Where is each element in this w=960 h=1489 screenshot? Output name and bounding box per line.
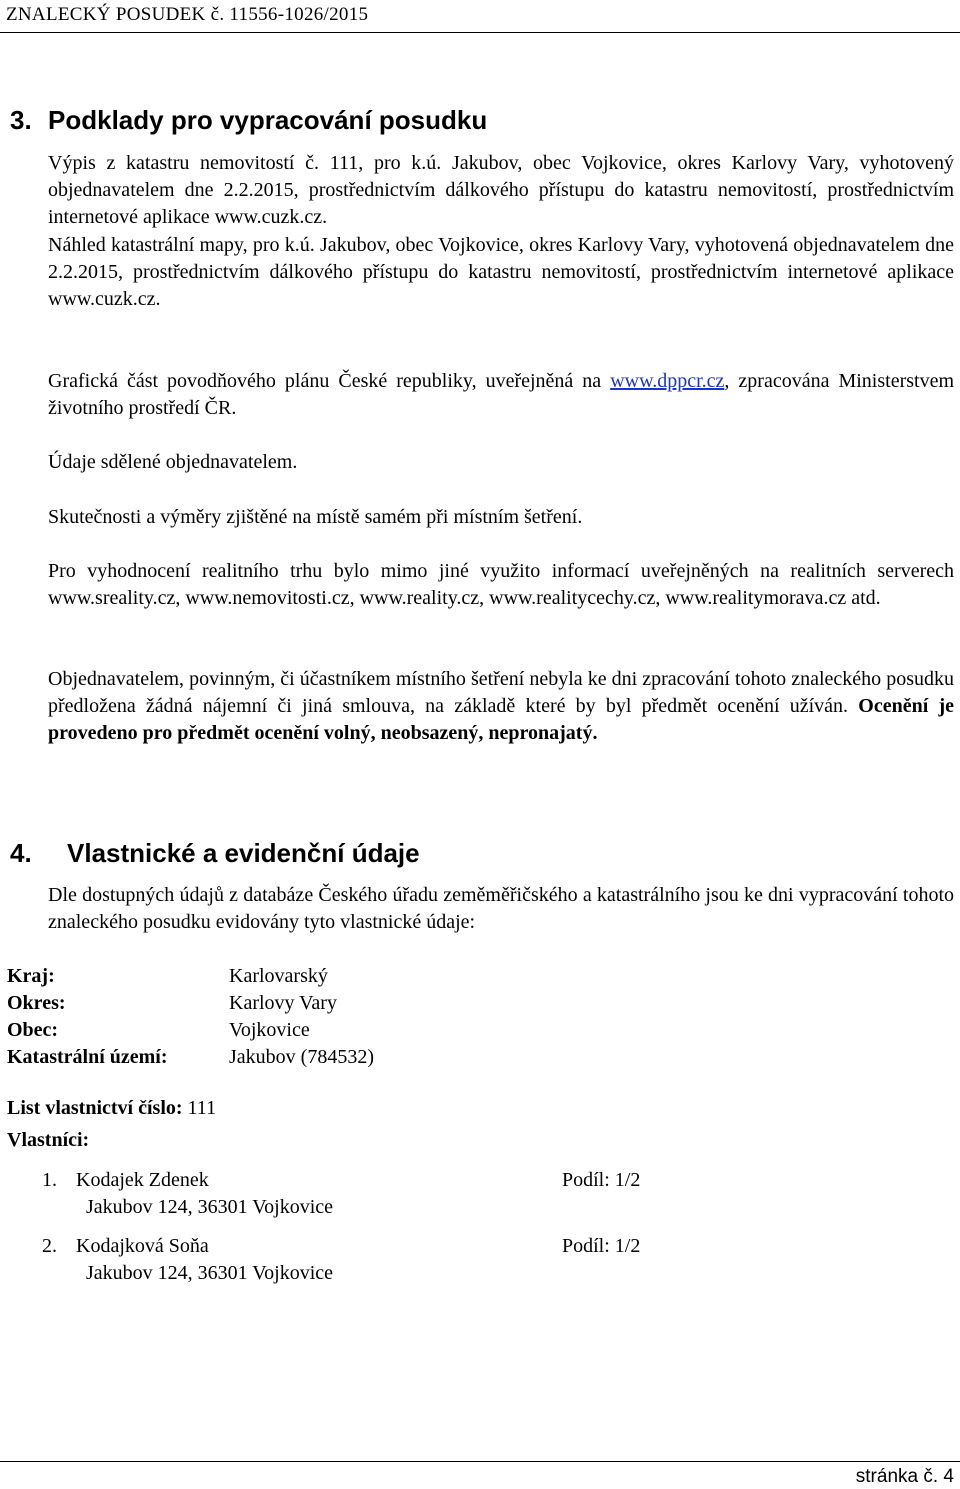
owner-address: Jakubov 124, 36301 Vojkovice: [86, 1196, 334, 1218]
owners-label: [7, 1127, 89, 1154]
source-paragraph-3-text-a: Grafická část povodňového plánu České republiky, uveřejněná na: [48, 370, 611, 392]
section-3-title: Podklady pro vypracování posudku: [48, 105, 488, 135]
source-paragraph-5: Skutečnosti a výměry zjištěné na místě samém při místním šetření.: [48, 506, 583, 528]
source-paragraph-3: [48, 368, 954, 422]
header-divider: [0, 32, 960, 33]
footer-divider: [0, 1461, 960, 1462]
page-number: stránka č. 4: [855, 1466, 954, 1487]
owner-name: Kodajková Soňa: [76, 1235, 209, 1257]
owner-share: Podíl: 1/2: [562, 1235, 641, 1257]
info-row-okres: [7, 990, 374, 1017]
valuation-statement: Ocenění je provedeno pro předmět ocenění volný, neobsazený, nepronajatý.: [48, 695, 954, 744]
section-3-number: 3.: [10, 105, 32, 135]
info-value: Karlovarský: [229, 965, 328, 987]
info-value: Karlovy Vary: [229, 992, 337, 1014]
info-row-obec: [7, 1017, 374, 1044]
info-row-kraj: [7, 963, 374, 990]
source-paragraph-6: Pro vyhodnocení realitního trhu bylo mimo jiné využito informací uveřejněných na realitních serverech www.sreality.cz, www.nemovitosti.cz, www.reality.cz, www.realitycechy.cz, www.realitymorava.cz atd.: [48, 560, 954, 609]
source-paragraph-7-text: Objednavatelem, povinným, či účastníkem místního šetření nebyla ke dni zpracování tohoto znaleckého posudku předložena žádná nájemní či jiná smlouva, na základě které by byl předmět ocenění užíván.: [48, 668, 954, 717]
info-value: Jakubov (784532): [229, 1046, 374, 1068]
ownership-sheet-label: List vlastnictví číslo:: [7, 1097, 183, 1119]
page-header: [0, 0, 960, 34]
source-paragraph-2: Náhled katastrální mapy, pro k.ú. Jakubov, obec Vojkovice, okres Karlovy Vary, vyhotovená objednavatelem dne 2.2.2015, prostřednictvím dálkového přístupu do katastru nemovitostí, prostřednictvím internetové aplikace www.cuzk.cz.: [48, 234, 954, 310]
info-key: Katastrální území:: [7, 1046, 168, 1068]
owner-address: Jakubov 124, 36301 Vojkovice: [86, 1262, 334, 1284]
section-4-number: 4.: [10, 838, 32, 868]
section-4-heading: [10, 838, 420, 869]
info-row-katastralni-uzemi: [7, 1044, 374, 1071]
ownership-intro: Dle dostupných údajů z databáze Českého úřadu zeměměřičského a katastrálního jsou ke dni vypracování tohoto znaleckého posudku evidovány tyto vlastnické údaje:: [48, 884, 954, 933]
owner-share: Podíl: 1/2: [562, 1169, 641, 1191]
owner-number: 1.: [42, 1169, 57, 1191]
info-key: Okres:: [7, 992, 66, 1014]
dppcr-link[interactable]: www.dppcr.cz: [610, 370, 725, 392]
section-4-title: Vlastnické a evidenční údaje: [67, 838, 420, 868]
info-key: Obec:: [7, 1019, 59, 1041]
owner-name: Kodajek Zdenek: [76, 1169, 209, 1191]
info-key: Kraj:: [7, 965, 55, 987]
source-paragraph-4: Údaje sdělené objednavatelem.: [48, 451, 298, 473]
section-3-heading: [10, 105, 487, 136]
owner-number: 2.: [42, 1235, 57, 1257]
info-value: Vojkovice: [229, 1019, 310, 1041]
owners-label-text: Vlastníci:: [7, 1129, 90, 1151]
source-paragraph-7: [48, 666, 954, 747]
cadastral-info-table: [7, 963, 374, 1071]
ownership-sheet-value: 111: [187, 1097, 217, 1119]
source-paragraph-1: Výpis z katastru nemovitostí č. 111, pro k.ú. Jakubov, obec Vojkovice, okres Karlovy Vary, vyhotovený objednavatelem dne 2.2.2015, prostřednictvím dálkového přístupu do katastru nemovitostí, prostřednictvím internetové aplikace www.cuzk.cz.: [48, 152, 954, 228]
ownership-sheet-number: [7, 1095, 216, 1122]
source-paragraph-3-text-b: , zpracována Ministerstvem životního prostředí ČR.: [48, 370, 954, 419]
document-title: ZNALECKÝ POSUDEK č. 11556-1026/2015: [6, 4, 369, 25]
